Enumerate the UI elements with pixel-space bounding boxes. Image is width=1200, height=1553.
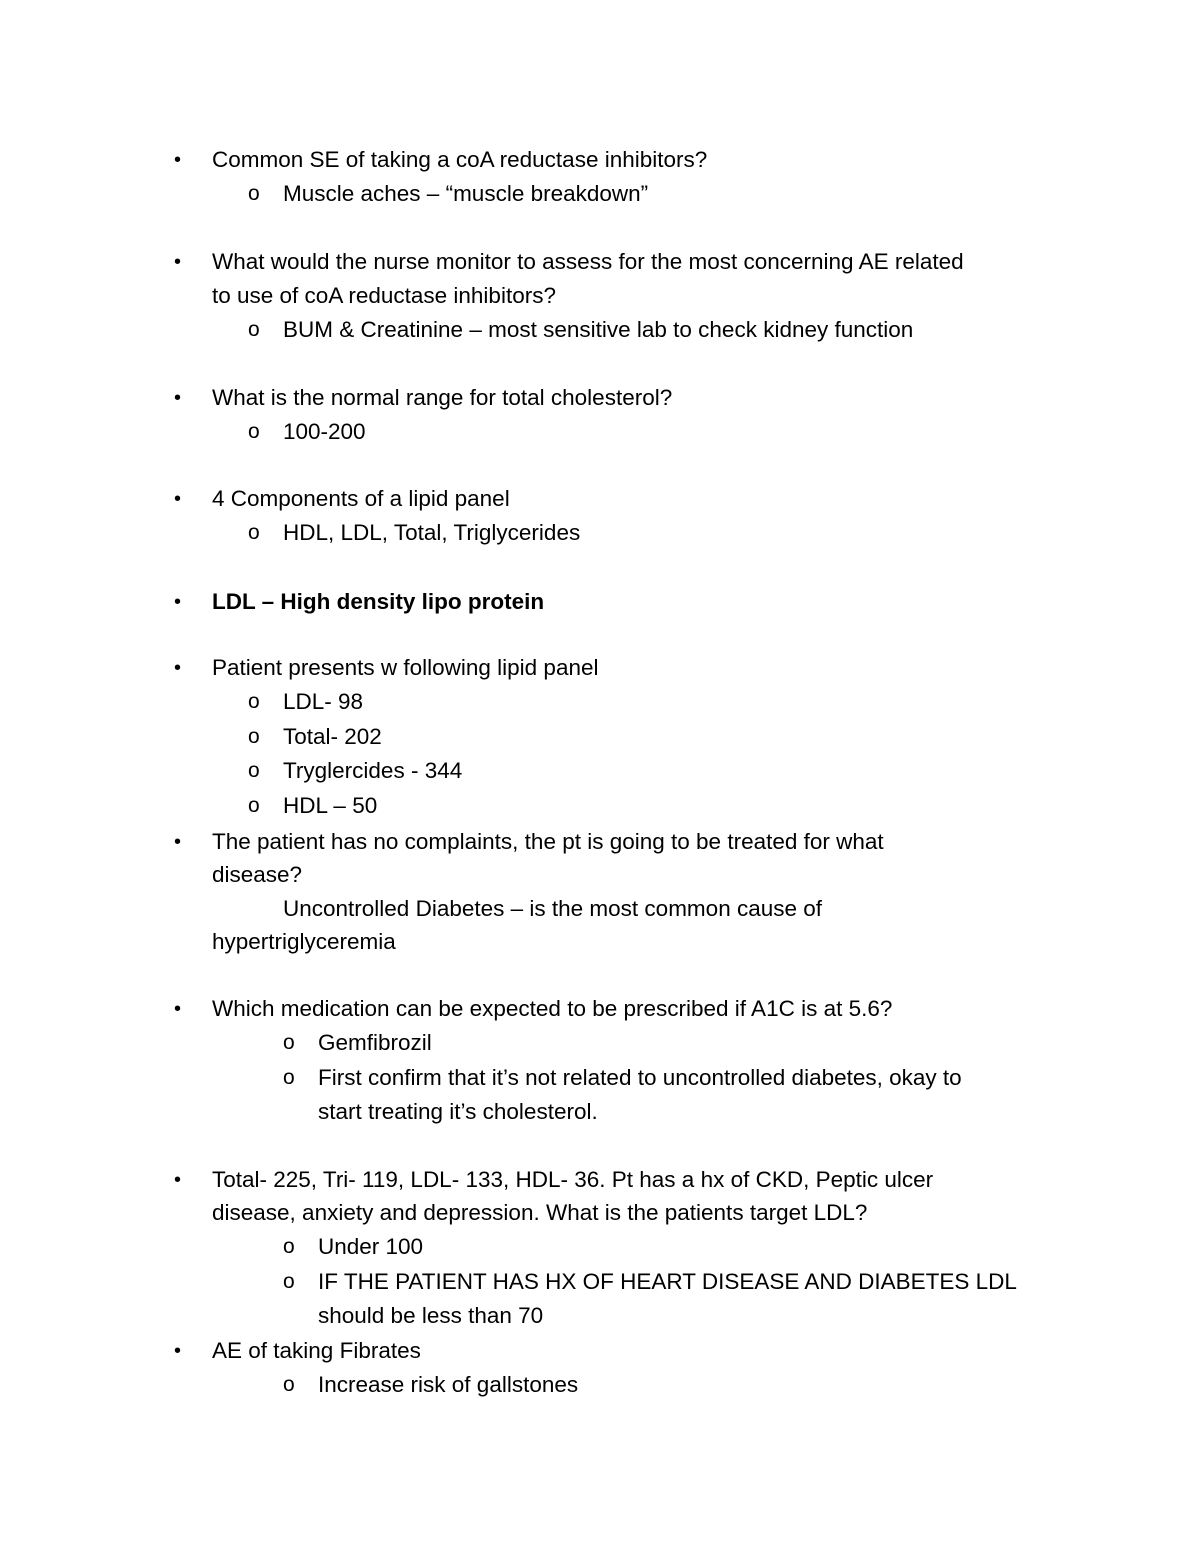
answer-text: Muscle aches – “muscle breakdown” [283,181,649,206]
bullet-icon: • [174,387,182,409]
question-text: disease, anxiety and depression. What is the patients target LDL? [212,1200,868,1225]
sub-bullet-icon: o [248,521,260,544]
question-text: The patient has no complaints, the pt is going to be treated for what [212,829,884,854]
sub-bullet-icon: o [248,318,260,341]
bullet-icon: • [174,251,182,273]
answer-text: hypertriglyceremia [212,929,396,954]
answer-text: HDL, LDL, Total, Triglycerides [283,520,581,545]
answer-text: Increase risk of gallstones [318,1372,579,1397]
sub-bullet-icon: o [248,690,260,713]
sub-bullet-icon: o [248,725,260,748]
answer-text: IF THE PATIENT HAS HX OF HEART DISEASE AND DIABETES LDL [318,1269,1017,1294]
lab-value: Total- 202 [283,724,382,749]
sub-bullet-icon: o [248,759,260,782]
bullet-icon: • [174,1340,182,1362]
answer-text: start treating it’s cholesterol. [318,1099,598,1124]
question-text: AE of taking Fibrates [212,1338,421,1363]
answer-text: 100-200 [283,419,366,444]
lab-value: Tryglercides - 344 [283,758,463,783]
sub-bullet-icon: o [283,1235,295,1258]
bullet-icon: • [174,149,182,171]
sub-bullet-icon: o [283,1270,295,1293]
sub-bullet-icon: o [283,1373,295,1396]
sub-bullet-icon: o [248,182,260,205]
answer-text: Gemfibrozil [318,1030,432,1055]
question-text: Patient presents w following lipid panel [212,655,599,680]
lab-value: HDL – 50 [283,793,378,818]
sub-bullet-icon: o [283,1066,295,1089]
question-text: What would the nurse monitor to assess for the most concerning AE related [212,249,964,274]
question-text: 4 Components of a lipid panel [212,486,510,511]
bullet-icon: • [174,1169,182,1191]
lab-value: LDL- 98 [283,689,364,714]
answer-text: Under 100 [318,1234,424,1259]
sub-bullet-icon: o [248,420,260,443]
answer-text: Uncontrolled Diabetes – is the most common cause of [283,896,823,921]
answer-text: BUM & Creatinine – most sensitive lab to check kidney function [283,317,914,342]
bullet-icon: • [174,657,182,679]
answer-text: should be less than 70 [318,1303,544,1328]
definition-text: LDL – High density lipo protein [212,589,545,614]
answer-text: First confirm that it’s not related to uncontrolled diabetes, okay to [318,1065,962,1090]
sub-bullet-icon: o [283,1031,295,1054]
sub-bullet-icon: o [248,794,260,817]
bullet-icon: • [174,488,182,510]
bullet-icon: • [174,998,182,1020]
question-text: Common SE of taking a coA reductase inhibitors? [212,147,708,172]
question-text: Total- 225, Tri- 119, LDL- 133, HDL- 36. Pt has a hx of CKD, Peptic ulcer [212,1167,934,1192]
question-text: What is the normal range for total cholesterol? [212,385,673,410]
bullet-icon: • [174,591,182,613]
bullet-icon: • [174,831,182,853]
question-text: disease? [212,862,303,887]
question-text: Which medication can be expected to be prescribed if A1C is at 5.6? [212,996,893,1021]
question-text: to use of coA reductase inhibitors? [212,283,556,308]
